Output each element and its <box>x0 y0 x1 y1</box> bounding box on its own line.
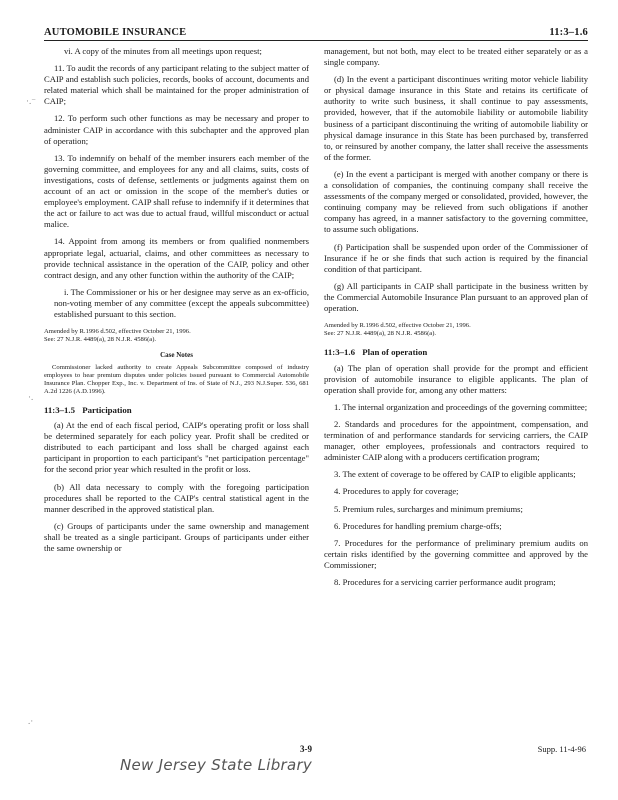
page-number: 3-9 <box>300 744 312 754</box>
list-item: 5. Premium rules, surcharges and minimum premiums; <box>334 503 523 514</box>
scan-mark: ·.⁻ <box>26 96 36 106</box>
case-note-text: Commissioner lacked authority to create Appeals Subcommittee composed of industry employees to hear premium disputes under policies issued pursuant to Commercial Automobile Insurance Plan. Chopper Exp., Inc. v. Department of Ins. of State of N.J., 293 N.J.Super. 536, 681 A.2d 1226 (A.D.1996). <box>44 363 309 395</box>
paragraph-11: 11. To audit the records of any participant relating to the subject matter of CAIP and establish such policies, records, books of account, documents and related material which shall be maintained for the proper administration of CAIP; <box>44 63 309 107</box>
section-number: 11:3–1.6 <box>324 347 356 358</box>
paragraph-a: (a) At the end of each fiscal period, CAIP's operating profit or loss shall be determined separately for each policy year. Profit shall be credited or distributed to each participant and loss shall be charged against each participant in proportion to each participant's "net participation percentage" for the second prior year which resulted in the profit or loss. <box>44 420 309 475</box>
paragraph-14: 14. Appoint from among its members or from qualified nonmembers appropriate legal, actuarial, claims, and other committees as necessary to provide technical assistance in the operation of the CAIP, policy and other contract design, and any other function within the authority of the CAIP; <box>44 236 309 280</box>
paragraph-13: 13. To indemnify on behalf of the member insurers each member of the governing committee, and employees for any and all claims, suits, costs of investigations, costs of defense, settlements or judgments against them on account of an act or omission in the scope of the member's duties or employee's employment. CAIP shall refuse to indemnify if it determines that the act or failure to act was due to actual fraud, willful misconduct or actual malice. <box>44 152 309 230</box>
list-item: 7. Procedures for the performance of preliminary premium audits on certain risks identified by the governing committee and approved by the Commissioner; <box>324 537 588 570</box>
amendment-note: Amended by R.1996 d.502, effective October 21, 1996. See: 27 N.J.R. 4489(a), 28 N.J.R. 4586(a). <box>324 322 471 338</box>
list-item: 8. Procedures for a servicing carrier performance audit program; <box>334 576 556 587</box>
section-heading-1-6 <box>324 347 588 358</box>
section-title: Plan of operation <box>362 347 428 358</box>
running-header <box>44 22 588 41</box>
left-column <box>44 46 309 560</box>
section-number: 11:3–1.5 <box>44 404 76 415</box>
supplement-date: Supp. 11-4-96 <box>537 744 586 754</box>
library-watermark: New Jersey State Library <box>120 756 313 774</box>
list-item: 4. Procedures to apply for coverage; <box>334 486 459 497</box>
header-section-range: 11:3–1.6 <box>549 27 588 38</box>
paragraph-e: (e) In the event a participant is merged with another company or there is a consolidation of companies, the continuing company shall receive the assessments of the company merged or consolidated, provided, however, the continuing company may be relieved from such obligations if another company has agreed, in a manner satisfactory to the governing committee, to assume such obligations. <box>324 168 588 235</box>
paragraph-f: (f) Participation shall be suspended upon order of the Commissioner of Insurance if he or she finds that such action is required by the financial condition of that participant. <box>324 241 588 274</box>
paragraph-14-i: i. The Commissioner or his or her designee may serve as an ex-officio, non-voting member of any committee (except the appeals subcommittee) established pursuant to this section. <box>54 286 309 319</box>
case-notes-heading: Case Notes <box>160 351 193 360</box>
paragraph-1-6-a: (a) The plan of operation shall provide for the prompt and efficient provision of automobile insurance to eligible applicants. The plan of operation shall provide for, among any other matters: <box>324 362 588 395</box>
section-title: Participation <box>82 404 132 415</box>
right-column <box>324 46 588 594</box>
list-item: 6. Procedures for handling premium charge-offs; <box>334 520 502 531</box>
scan-mark: ·. <box>28 392 34 402</box>
section-heading-1-5 <box>44 405 309 416</box>
paragraph-c: (c) Groups of participants under the same ownership and management shall be treated as a single participant. Groups of participants under either the same ownership or <box>44 520 309 553</box>
paragraph-12: 12. To perform such other functions as may be necessary and proper to administer CAIP in accordance with this subchapter and the approved plan of operation; <box>44 113 309 146</box>
paragraph-g: (g) All participants in CAIP shall participate in the business written by the Commercial Automobile Insurance Plan pursuant to an approved plan of operation. <box>324 280 588 313</box>
amendment-note: Amended by R.1996 d.502, effective October 21, 1996. See: 27 N.J.R. 4489(a), 28 N.J.R. 4586(a). <box>44 328 191 344</box>
paragraph-c-continued: management, but not both, may elect to be treated either separately or as a single company. <box>324 46 588 68</box>
list-item: 3. The extent of coverage to be offered by CAIP to eligible applicants; <box>334 469 576 480</box>
list-item: 1. The internal organization and proceedings of the governing committee; <box>334 401 588 412</box>
paragraph-d: (d) In the event a participant discontinues writing motor vehicle liability or physical damage insurance in this State and retains its certificate of authority to write such business, it shall continue to pay assessments, provided, however, that if the automobile liability or automobile liability business of a participant discontinuing the writing of automobile liability or physical damage insurance in this State has been purchased by, transferred to, or reinsured by another company, the latter shall receive the assessments of the former. <box>324 74 588 162</box>
paragraph-vi: vi. A copy of the minutes from all meetings upon request; <box>64 46 262 56</box>
scan-mark: .· <box>28 716 34 726</box>
paragraph-b: (b) All data necessary to comply with the foregoing participation procedures shall be reported to the CAIP's central statistical agent in the manner described in the approved statistical plan. <box>44 481 309 514</box>
list-item: 2. Standards and procedures for the appointment, compensation, and termination of and performance standards for servicing carriers, the CAIP manager, other employees, professionals and contractors required to administer CAIP along with a producers certification program; <box>324 418 588 463</box>
header-title: AUTOMOBILE INSURANCE <box>44 27 187 38</box>
